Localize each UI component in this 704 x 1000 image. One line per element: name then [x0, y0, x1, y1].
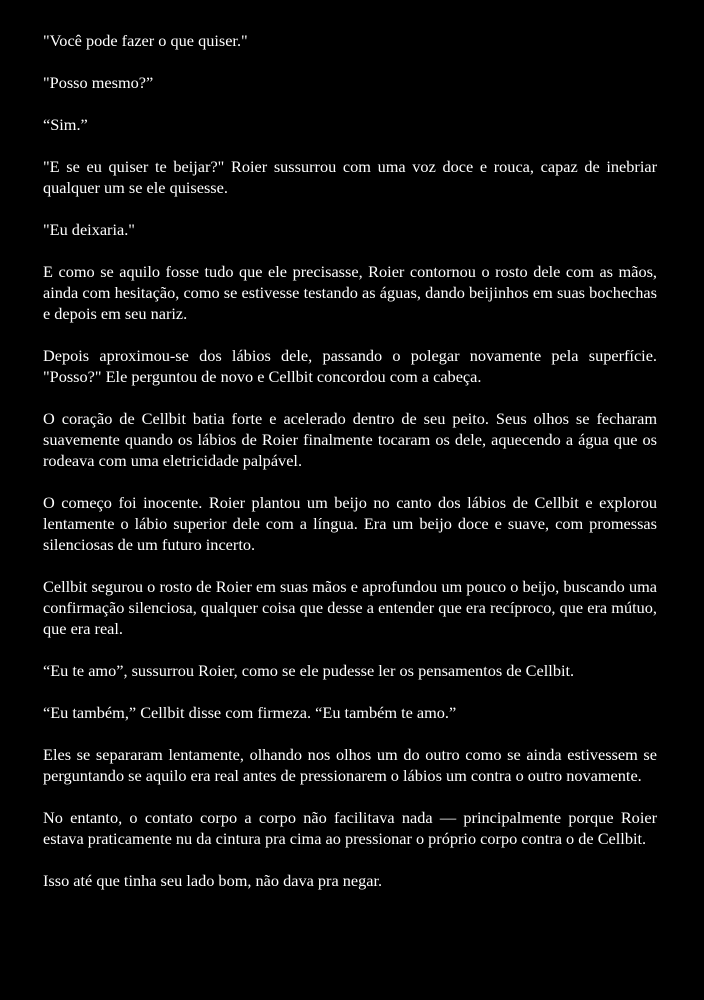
- paragraph: "Você pode fazer o que quiser.": [43, 31, 248, 50]
- paragraph: Eles se separaram lentamente, olhando nos olhos um do outro como se ainda estivessem se perguntando se aquilo era real antes de pressionarem o lábios um contra o outro novamente.: [43, 745, 657, 785]
- paragraph: O começo foi inocente. Roier plantou um beijo no canto dos lábios de Cellbit e explorou lentamente o lábio superior dele com a língua. Era um beijo doce e suave, com promessas silenciosas de um futuro incerto.: [43, 493, 657, 554]
- paragraph: "E se eu quiser te beijar?" Roier sussurrou com uma voz doce e rouca, capaz de inebriar qualquer um se ele quisesse.: [43, 157, 657, 197]
- paragraph: O coração de Cellbit batia forte e acelerado dentro de seu peito. Seus olhos se fecharam suavemente quando os lábios de Roier finalmente tocaram os dele, aquecendo a água que os rodeava com uma eletricidade palpável.: [43, 409, 657, 470]
- paragraph: "Posso mesmo?”: [43, 73, 154, 92]
- paragraph: E como se aquilo fosse tudo que ele precisasse, Roier contornou o rosto dele com as mãos, ainda com hesitação, como se estivesse testando as águas, dando beijinhos em suas bochechas e depois em seu nariz.: [43, 262, 657, 323]
- paragraph: Isso até que tinha seu lado bom, não dava pra negar.: [43, 871, 383, 890]
- paragraph: "Eu deixaria.": [43, 220, 135, 239]
- paragraph: Cellbit segurou o rosto de Roier em suas mãos e aprofundou um pouco o beijo, buscando uma confirmação silenciosa, qualquer coisa que desse a entender que era recíproco, que era mútuo, que era real.: [43, 577, 657, 638]
- document-page: [43, 30, 657, 891]
- paragraph: “Eu te amo”, sussurrou Roier, como se ele pudesse ler os pensamentos de Cellbit.: [43, 661, 575, 680]
- paragraph: Depois aproximou-se dos lábios dele, passando o polegar novamente pela superfície. "Posso?" Ele perguntou de novo e Cellbit concordou com a cabeça.: [43, 346, 657, 386]
- paragraph: “Eu também,” Cellbit disse com firmeza. “Eu também te amo.”: [43, 703, 457, 722]
- paragraph: No entanto, o contato corpo a corpo não facilitava nada — principalmente porque Roier estava praticamente nu da cintura pra cima ao pressionar o próprio corpo contra o de Cellbit.: [43, 808, 657, 848]
- paragraph: “Sim.”: [43, 115, 88, 134]
